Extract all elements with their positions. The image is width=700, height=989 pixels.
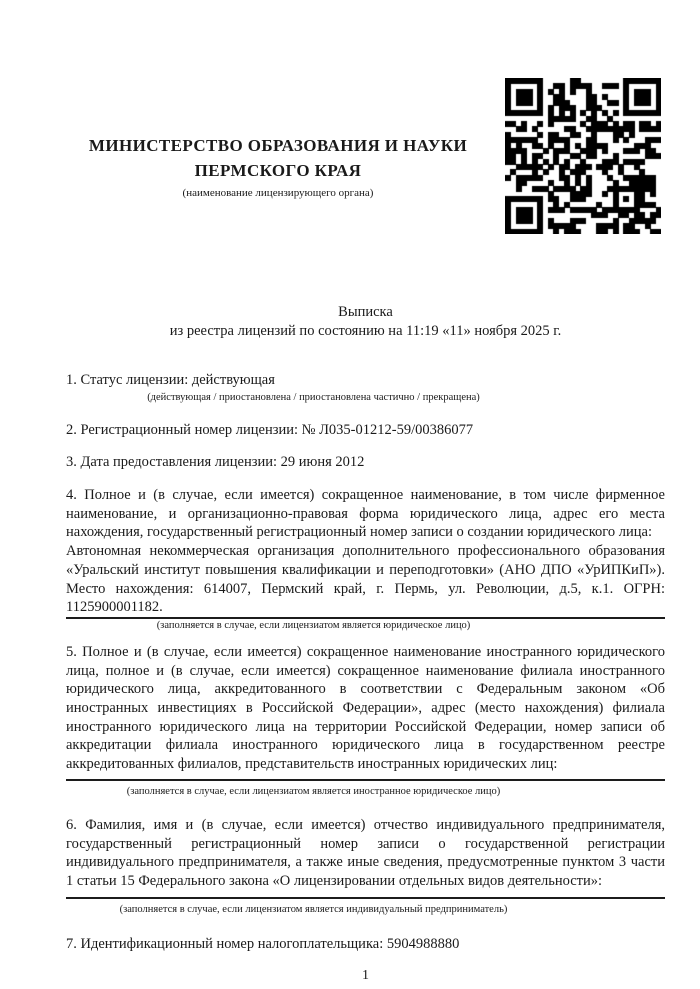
caption-foreign-entity: (заполняется в случае, если лицензиатом является иностранное юридическое лицо) <box>126 785 501 797</box>
caption-entrepreneur: (заполняется в случае, если лицензиатом является индивидуальный предприниматель) <box>119 903 508 915</box>
document-title-line1: Выписка <box>338 304 393 320</box>
item-taxpayer-number: 7. Идентификационный номер налогоплательщика: 5904988880 <box>66 935 460 952</box>
license-details <box>66 371 665 954</box>
caption-legal-entity: (заполняется в случае, если лицензиатом является юридическое лицо) <box>156 619 471 631</box>
item-legal-entity <box>66 486 665 632</box>
page-number: 1 <box>362 967 369 983</box>
qr-code-icon <box>505 78 661 234</box>
document-title-line2: из реестра лицензий по состоянию на 11:19 «11» ноября 2025 г. <box>169 323 562 339</box>
foreign-entity-question: 5. Полное и (в случае, если имеется) сокращенное наименование иностранного юридического лица, полное и (в случае, если имеется) сокращенное наименование филиала иностранного юридического лица, аккредитованного в соответствии с Федеральным законом «Об иностранных инвестициях в Российской Федерации», адрес (место нахождения) филиала иностранного юридического лица на территории Российской Федерации, номер записи об аккредитации филиала иностранного юридического лица в государственном реестре аккредитованных филиалов, представительств иностранных юридических лиц: <box>66 643 665 773</box>
item-grant-date: 3. Дата предоставления лицензии: 29 июня 2012 <box>66 454 365 470</box>
item-license-status: 1. Статус лицензии: действующая <box>66 372 275 388</box>
item-foreign-entity <box>66 643 665 798</box>
licensing-authority-caption: (наименование лицензирующего органа) <box>182 187 374 199</box>
entrepreneur-question: 6. Фамилия, имя и (в случае, если имеется) отчество индивидуального предпринимателя, государственный регистрационный номер записи о государственной регистрации индивидуального предпринимателя, а также иные сведения, предусмотренные пунктом 3 части 1 статьи 15 Федерального закона «О лицензировании отдельных видов деятельности»: <box>66 816 665 889</box>
item-entrepreneur <box>66 816 665 916</box>
ministry-header <box>66 133 490 200</box>
item-registration-number: 2. Регистрационный номер лицензии: № Л035-01212-59/00386077 <box>66 422 474 438</box>
document-title <box>66 303 665 341</box>
legal-entity-answer: Автономная некоммерческая организация дополнительного профессионального образования «Уральский институт повышения квалификации и переподготовки» (АНО ДПО «УрИПКиП»). Место нахождения: 614007, Пермский край, г. Пермь, ул. Революции, д.5, к.1. ОГРН: 1125900001182. <box>66 543 665 616</box>
caption-status-options: (действующая / приостановлена / приостановлена частично / прекращена) <box>147 392 480 403</box>
ministry-name-line1: МИНИСТЕРСТВО ОБРАЗОВАНИЯ И НАУКИ <box>88 136 468 155</box>
ministry-name-line2: ПЕРМСКОГО КРАЯ <box>194 161 362 180</box>
legal-entity-question: 4. Полное и (в случае, если имеется) сокращенное наименование, в том числе фирменное наименование, и организационно-правовая форма юридического лица, адрес его места нахождения, государственный регистрационный номер записи о создании юридического лица: <box>66 487 665 541</box>
